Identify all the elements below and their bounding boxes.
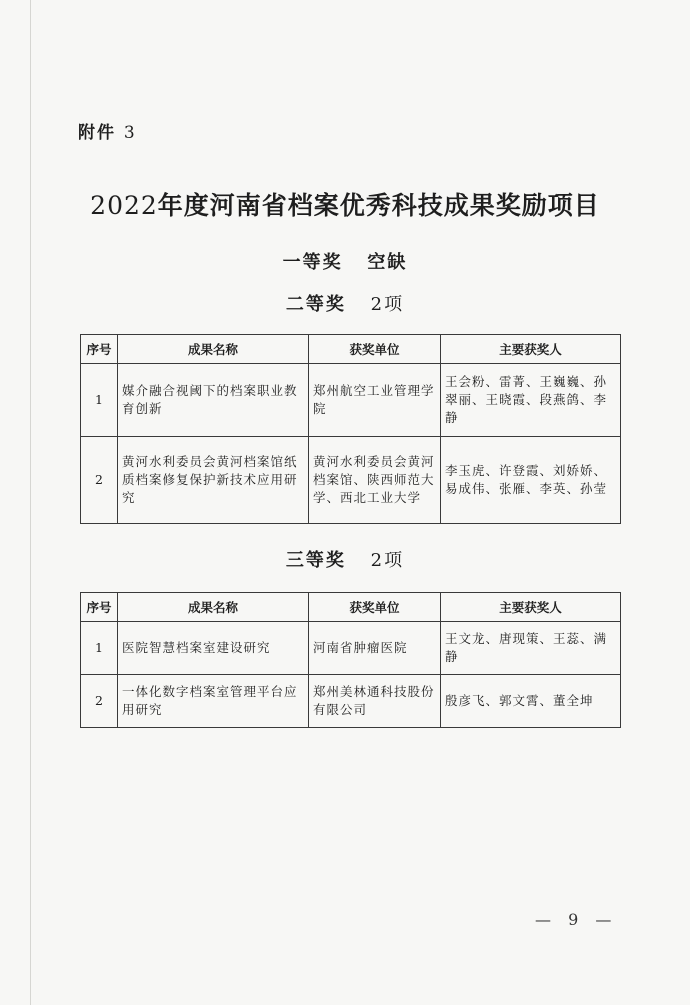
header-unit: 获奖单位 (309, 593, 441, 622)
row-unit: 河南省肿瘤医院 (309, 622, 441, 675)
header-name: 成果名称 (118, 593, 309, 622)
row-people: 王会粉、雷菁、王巍巍、孙翠丽、王晓霞、段燕鸽、李静 (441, 364, 621, 437)
table-row (81, 364, 621, 437)
second-prize-table (80, 334, 621, 524)
table-row (81, 675, 621, 728)
row-name: 黄河水利委员会黄河档案馆纸质档案修复保护新技术应用研究 (118, 437, 309, 524)
page-edge-line (30, 0, 31, 1005)
table-header-row (81, 335, 621, 364)
table-row (81, 437, 621, 524)
page-title (0, 186, 690, 222)
row-index: 2 (81, 675, 118, 728)
row-index: 1 (81, 364, 118, 437)
header-unit: 获奖单位 (309, 335, 441, 364)
header-index: 序号 (81, 593, 118, 622)
attachment-text: 附件 (78, 123, 116, 143)
second-prize-heading (0, 290, 690, 316)
row-unit: 郑州美林通科技股份有限公司 (309, 675, 441, 728)
row-people: 殷彦飞、郭文霄、董全坤 (441, 675, 621, 728)
header-index: 序号 (81, 335, 118, 364)
attachment-number: 3 (123, 123, 137, 143)
third-prize-count: 2项 (370, 550, 405, 571)
title-year: 2022 (90, 191, 158, 220)
first-prize-heading (0, 248, 690, 274)
table-header-row (81, 593, 621, 622)
row-index: 2 (81, 437, 118, 524)
row-people: 李玉虎、许登霞、刘娇娇、易成伟、张雁、李英、孙莹 (441, 437, 621, 524)
third-prize-heading (0, 546, 690, 572)
row-name: 一体化数字档案室管理平台应用研究 (118, 675, 309, 728)
row-index: 1 (81, 622, 118, 675)
row-unit: 郑州航空工业管理学院 (309, 364, 441, 437)
row-name: 媒介融合视阈下的档案职业教育创新 (118, 364, 309, 437)
header-name: 成果名称 (118, 335, 309, 364)
header-people: 主要获奖人 (441, 593, 621, 622)
third-prize-label: 三等奖 (285, 550, 346, 571)
third-prize-table (80, 592, 621, 728)
first-prize-status: 空缺 (367, 252, 408, 273)
second-prize-count: 2项 (370, 294, 405, 315)
row-name: 医院智慧档案室建设研究 (118, 622, 309, 675)
table-row (81, 622, 621, 675)
second-prize-label: 二等奖 (285, 294, 346, 315)
page-number: — 9 — (535, 910, 618, 929)
first-prize-label: 一等奖 (282, 252, 343, 273)
row-unit: 黄河水利委员会黄河档案馆、陕西师范大学、西北工业大学 (309, 437, 441, 524)
attachment-label (78, 118, 137, 143)
header-people: 主要获奖人 (441, 335, 621, 364)
row-people: 王文龙、唐现策、王蕊、满静 (441, 622, 621, 675)
title-text: 年度河南省档案优秀科技成果奖励项目 (157, 191, 600, 220)
